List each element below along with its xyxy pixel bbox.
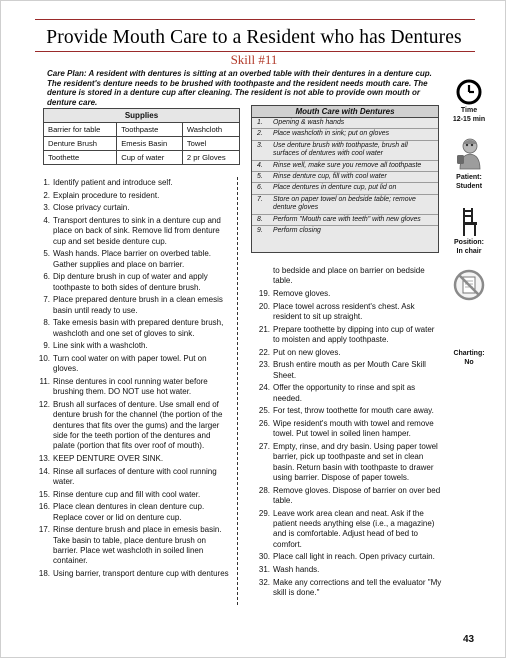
step-number: 26.: [258, 418, 270, 428]
step-text: Leave work area clean and neat. Ask if the patient needs anything else (i.e., a magazine) and is comfortable. Adjust head of bed to comfort.: [273, 508, 435, 549]
charting-value: No: [464, 359, 474, 366]
list-item: [252, 129, 438, 140]
step-text: Rinse denture brush and place in emesis basin. Take basin to table, place denture brush on barrier. Place wet washcloth in soiled linen container.: [53, 525, 222, 566]
list-item: [37, 295, 231, 316]
step-text: Put on new gloves.: [273, 347, 341, 357]
step-text: Place prepared denture brush in a clean emesis basin until ready to use.: [53, 295, 223, 315]
list-item: [257, 486, 443, 507]
table-row: [44, 123, 240, 137]
item-number: 8.: [257, 215, 263, 223]
step-text: Wipe resident's mouth with towel and remove towel. Put towel in soiled linen hamper.: [273, 418, 434, 439]
item-number: 6.: [257, 184, 263, 192]
supply-cell: Toothette: [44, 151, 117, 165]
list-item: [257, 442, 443, 484]
supply-cell: 2 pr Gloves: [182, 151, 239, 165]
step-text: Rinse denture cup and fill with cool water.: [53, 489, 201, 499]
step-number: 8.: [43, 318, 50, 328]
step-number: 22.: [258, 347, 270, 357]
list-item: [37, 191, 231, 201]
item-text: Use denture brush with toothpaste, brush all surfaces of dentures with cool water: [273, 141, 408, 158]
step-number: 1.: [43, 178, 50, 187]
chair-icon: [458, 207, 480, 237]
step-text: Transport dentures to sink in a denture cup and place on back of sink. Remove lid from denture cup and set beside denture cup.: [53, 215, 221, 246]
list-item: [37, 377, 231, 398]
list-item: [37, 400, 231, 452]
step-number: 5.: [43, 249, 50, 259]
position-label: Position:: [454, 239, 484, 246]
step-number: 2.: [43, 190, 50, 200]
mouth-care-heading: Mouth Care with Dentures: [252, 106, 438, 118]
step-number: 23.: [258, 360, 270, 370]
step-text: Wash hands. Place barrier on overbed table. Gather supplies and place on barrier.: [53, 249, 212, 269]
step-text: Identify patient and introduce self.: [53, 178, 173, 187]
step-text: For test, throw toothette for mouth care away.: [273, 406, 434, 416]
step-text: Explain procedure to resident.: [53, 190, 160, 200]
step-number: 6.: [43, 272, 50, 282]
step-text: Close privacy curtain.: [53, 203, 130, 213]
column-divider: [237, 177, 238, 605]
step-number: 12.: [38, 399, 50, 409]
step-text: Wash hands.: [273, 565, 320, 574]
item-text: Opening & wash hands: [273, 119, 345, 126]
list-item: [37, 354, 231, 375]
patient-icon: [454, 137, 484, 171]
supply-cell: Toothpaste: [117, 123, 183, 137]
supplies-table: [43, 108, 240, 165]
list-item: [37, 178, 231, 188]
step-text: Empty, rinse, and dry basin. Using paper towel barrier, pick up toothpaste and set in clean basin. Return basin with toothpaste to drawer using barrier. Dispose of paper towels.: [273, 441, 438, 482]
mouth-care-summary-box: [251, 105, 439, 253]
step-text: Dip denture brush in cup of water and apply toothpaste to both sides of denture brush.: [53, 272, 208, 292]
step-number: 25.: [258, 406, 270, 416]
care-plan-text: A resident with dentures is sitting at an overbed table with their dentures in a denture cup. The resident's denture needs to be brushed with toothpaste and the resident needs mouth care. The denture is stored in a denture cup after cleaning. The resident is not able to provide own mouth or denture care.: [47, 69, 432, 107]
top-rule: [35, 19, 475, 20]
item-text: Perform closing: [273, 227, 321, 235]
list-item: [257, 406, 443, 416]
list-item: [37, 502, 231, 523]
step-text: Brush all surfaces of denture. Use small end of denture brush for the channel (the portion of the dentures that fits over the gums) and the larger side for the teeth portion of the dentures and palate (portion that fits over roof of mouth).: [53, 399, 223, 451]
list-item: [252, 215, 438, 226]
step-text: Remove gloves.: [273, 289, 331, 298]
list-item: [257, 289, 443, 299]
patient-label: Patient:: [456, 174, 482, 181]
list-item: [37, 203, 231, 213]
step-number: 3.: [43, 203, 50, 213]
supply-cell: Emesis Basin: [117, 137, 183, 151]
supply-cell: Towel: [182, 137, 239, 151]
table-row: [44, 137, 240, 151]
list-item: [257, 419, 443, 440]
step-18-continued: to bedside and place on barrier on bedside table.: [273, 266, 425, 286]
step-number: 16.: [38, 502, 50, 512]
step-text: Place towel across resident's chest. Ask resident to sit up straight.: [273, 301, 415, 321]
step-text: Offer the opportunity to rinse and spit as needed.: [273, 383, 416, 403]
item-number: 4.: [257, 161, 263, 169]
item-number: 5.: [257, 173, 263, 181]
step-number: 15.: [38, 489, 50, 499]
step-number: 13.: [38, 454, 50, 463]
list-item: [252, 118, 438, 129]
step-number: 30.: [258, 552, 270, 562]
care-plan-label: Care Plan:: [47, 69, 87, 78]
list-item: [252, 172, 438, 183]
item-text: Place dentures in denture cup, put lid on: [273, 184, 397, 192]
time-label: Time: [460, 107, 478, 114]
page-number: 43: [463, 634, 475, 645]
list-item: [252, 183, 438, 194]
step-text: Prepare toothette by dipping into cup of water to moisten and apply toothpaste.: [273, 324, 435, 344]
step-number: 29.: [258, 508, 270, 518]
step-number: 14.: [38, 466, 50, 476]
list-item: [252, 226, 438, 236]
item-number: 3.: [257, 141, 263, 149]
step-number: 7.: [43, 295, 50, 305]
skill-number: Skill #11: [230, 52, 278, 67]
list-item: [257, 360, 443, 381]
supply-cell: Denture Brush: [44, 137, 117, 151]
item-number: 9.: [257, 227, 263, 235]
charting-label: Charting:: [453, 350, 485, 357]
list-item: [257, 509, 443, 551]
step-text: Using barrier, transport denture cup with dentures: [53, 569, 229, 578]
mouth-care-list: [252, 118, 438, 236]
step-number: 19.: [258, 289, 270, 298]
step-number: 28.: [258, 485, 270, 495]
step-number: 4.: [43, 215, 50, 225]
list-item: [37, 525, 231, 567]
list-item: [37, 467, 231, 488]
step-number: 31.: [258, 565, 270, 574]
list-item: [37, 249, 231, 270]
step-text: Place clean dentures in clean denture cup. Replace cover or lid on denture cup.: [53, 502, 205, 522]
item-number: 2.: [257, 130, 263, 138]
step-text: Line sink with a washcloth.: [53, 341, 148, 351]
list-item: [257, 348, 443, 358]
steps-left-column: [37, 178, 231, 582]
list-item: [257, 565, 443, 575]
step-number: 9.: [43, 341, 50, 351]
list-item: [252, 195, 438, 215]
step-text: Remove gloves. Dispose of barrier on over bed table.: [273, 485, 441, 505]
step-text: Rinse dentures in cool running water before brushing them. DO NOT use hot water.: [53, 376, 208, 397]
item-text: Rinse well, make sure you remove all toothpaste: [273, 161, 422, 169]
step-number: 24.: [258, 383, 270, 393]
step-text: Rinse all surfaces of denture with cool running water.: [53, 466, 217, 486]
table-row: [44, 151, 240, 165]
step-text: Make any corrections and tell the evaluator "My skill is done.": [273, 577, 442, 597]
supply-cell: Cup of water: [117, 151, 183, 165]
list-item: [257, 552, 443, 562]
list-item: [257, 325, 443, 346]
position-value: In chair: [456, 248, 482, 255]
item-number: 1.: [257, 119, 263, 126]
item-text: Perform "Mouth care with teeth" with new gloves: [273, 215, 421, 223]
list-item: [37, 490, 231, 500]
no-charting-icon: [453, 269, 485, 301]
supplies-heading: Supplies: [44, 109, 240, 123]
step-text: Take emesis basin with prepared denture brush, washcloth and one set of gloves to sink.: [53, 318, 224, 338]
step-number: 17.: [38, 525, 50, 535]
list-item: [257, 302, 443, 323]
step-number: 11.: [39, 376, 50, 386]
care-plan: [47, 69, 439, 107]
step-text: Brush entire mouth as per Mouth Care Skill Sheet.: [273, 360, 426, 380]
time-value: 12-15 min: [452, 116, 486, 123]
list-item: [37, 272, 231, 293]
step-number: 20.: [258, 301, 270, 311]
step-text: Turn cool water on with paper towel. Put on gloves.: [53, 353, 207, 374]
step-number: 10.: [38, 353, 50, 363]
page-title: Provide Mouth Care to a Resident who has Dentures: [46, 27, 462, 48]
step-number: 18.: [38, 569, 50, 578]
list-item: [252, 141, 438, 161]
supply-cell: Washcloth: [182, 123, 239, 137]
list-item: [257, 578, 443, 599]
step-number: 32.: [258, 577, 270, 587]
step-number: 21.: [258, 324, 270, 334]
list-item: [37, 318, 231, 339]
step-text: KEEP DENTURE OVER SINK.: [53, 454, 164, 463]
supply-cell: Barrier for table: [44, 123, 117, 137]
item-text: Store on paper towel on bedside table; remove denture gloves: [273, 195, 416, 212]
list-item: [37, 216, 231, 247]
step-number: 27.: [258, 441, 270, 451]
clock-icon: [456, 79, 482, 105]
list-item: [37, 454, 231, 464]
step-text: Place call light in reach. Open privacy curtain.: [273, 552, 435, 562]
item-text: Place washcloth in sink; put on gloves: [273, 130, 390, 138]
item-text: Rinse denture cup, fill with cool water: [273, 173, 387, 181]
patient-value: Student: [455, 183, 483, 190]
list-item: [37, 341, 231, 351]
list-item: [37, 569, 231, 579]
list-item: [257, 383, 443, 404]
item-number: 7.: [257, 195, 263, 203]
list-item: [252, 161, 438, 172]
steps-right-column: [257, 266, 443, 601]
